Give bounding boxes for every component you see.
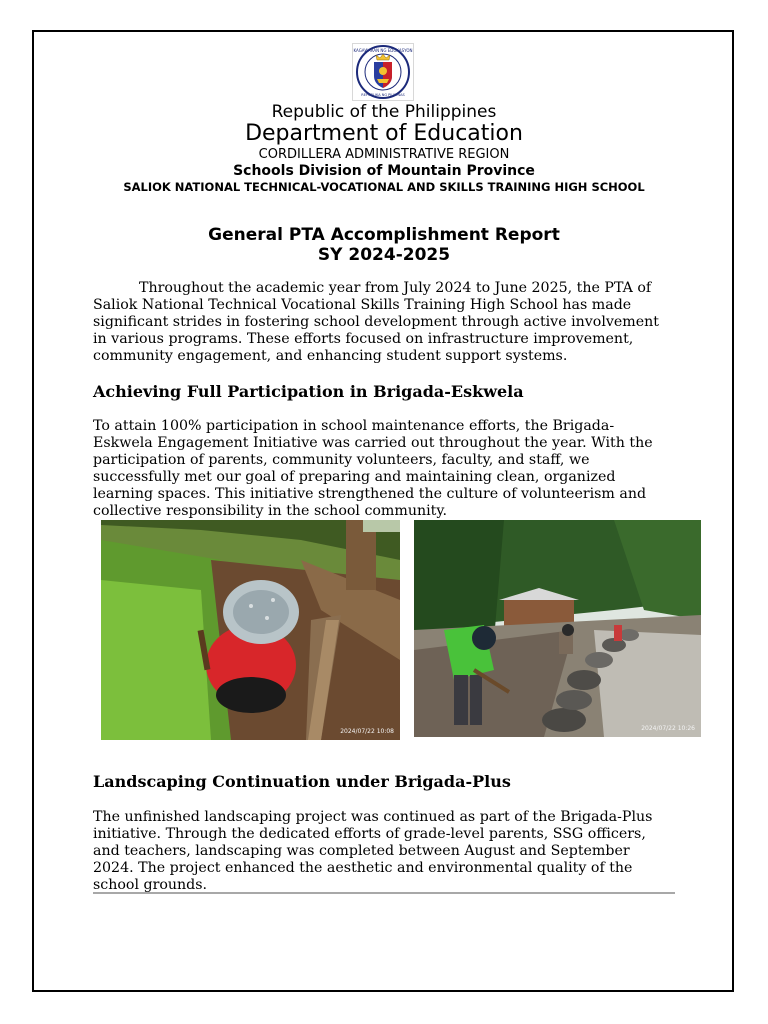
section-body-landscaping: The unfinished landscaping project was continued as part of the Brigada-Plus initiative. Through the dedicated efforts of grade-level parents, SSG officers, and teachers, landscaping was completed between August and September 2024. The project enhanced the aesthetic and environmental quality of the school grounds.	[93, 809, 653, 893]
deped-seal-logo	[352, 43, 414, 101]
photo-volunteers-path-work	[414, 520, 701, 737]
photo-timestamp: 2024/07/22 10:08	[340, 728, 394, 735]
intro-paragraph: Throughout the academic year from July 2024 to June 2025, the PTA of Saliok National Technical Vocational Skills Training High School has made significant strides in fostering school development through active involvement in various programs. These efforts focused on infrastructure improvement, community engagement, and enhancing student support systems.	[93, 280, 659, 364]
photo-timestamp: 2024/07/22 10:26	[641, 725, 695, 732]
school-year: SY 2024-2025	[317, 245, 451, 265]
report-title: General PTA Accomplishment Report	[208, 225, 560, 245]
divider-line	[93, 892, 675, 894]
section-body-brigada: To attain 100% participation in school maintenance efforts, the Brigada-Eskwela Engagement Initiative was carried out throughout the year. With the participation of parents, community volunteers, faculty, and staff, we successfully met our goal of preparing and maintaining clean, organized learning spaces. This initiative strengthened the culture of volunteerism and collective responsibility in the school community.	[93, 418, 653, 519]
section-heading-brigada: Achieving Full Participation in Brigada-Eskwela	[93, 382, 524, 401]
republic-line: Republic of the Philippines	[271, 102, 497, 122]
svg-text:REPUBLIKA NG PILIPINAS: REPUBLIKA NG PILIPINAS	[361, 93, 405, 97]
school-name: SALIOK NATIONAL TECHNICAL-VOCATIONAL AND SKILLS TRAINING HIGH SCHOOL	[123, 180, 645, 194]
division-line: Schools Division of Mountain Province	[233, 163, 535, 179]
photo-volunteer-planting	[101, 520, 400, 740]
region-line: CORDILLERA ADMINISTRATIVE REGION	[258, 147, 510, 162]
department-line: Department of Education	[245, 121, 523, 146]
section-heading-landscaping: Landscaping Continuation under Brigada-Plus	[93, 772, 511, 791]
svg-text:KAGAWARAN NG EDUKASYON: KAGAWARAN NG EDUKASYON	[353, 48, 413, 53]
